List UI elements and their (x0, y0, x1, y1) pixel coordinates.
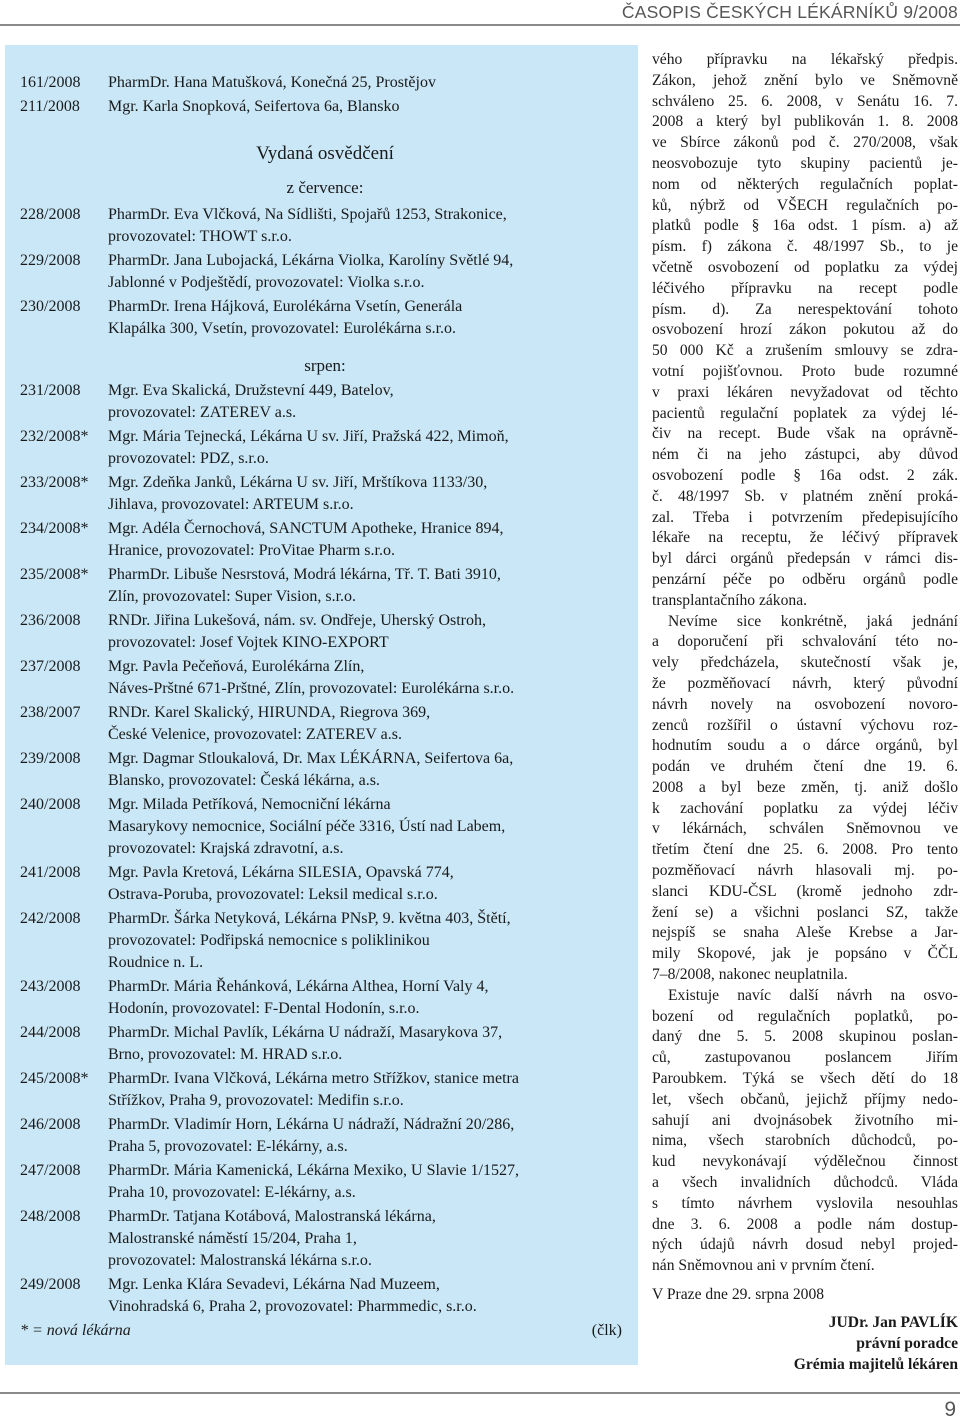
entry-line: Mgr. Dagmar Stloukalová, Dr. Max LÉKÁRNA, Seifertova 6a, (108, 750, 514, 767)
entry-text (108, 976, 630, 1020)
article-line: let, všech občanů, jejichž příjmy nedo- (652, 1090, 958, 1108)
entry-number: 237/2008 (20, 658, 81, 675)
article-text (652, 50, 958, 1277)
list-item (20, 794, 630, 860)
top-entries (20, 72, 630, 118)
article-line: ců, zastupovanou poslancem Jiřím (652, 1049, 958, 1067)
entry-line: Mgr. Lenka Klára Sevadevi, Lékárna Nad Muzeem, (108, 1276, 440, 1293)
entry-line: PharmDr. Mária Kamenická, Lékárna Mexiko, U Slavie 1/1527, (108, 1162, 519, 1179)
entry-line: PharmDr. Ivana Vlčková, Lékárna metro Střížkov, stanice metra (108, 1070, 519, 1087)
entry-line: Mgr. Milada Petříková, Nemocniční lékárna (108, 796, 391, 813)
entry-line: Mgr. Pavla Kretová, Lékárna SILESIA, Opavská 774, (108, 864, 454, 881)
article-line: Nevíme sice konkrétně, jaká jednání (668, 612, 958, 630)
list-item (20, 1274, 630, 1318)
article-line: zal. Třeba i potvrzením předepisujícího (652, 508, 958, 526)
article-line: Existuje navíc další návrh na osvo- (668, 986, 958, 1004)
august-entries (20, 380, 630, 1318)
list-item (20, 472, 630, 516)
article-line: písm. d). Za nerespektování tohoto (652, 300, 958, 318)
entry-number: 241/2008 (20, 864, 81, 881)
entry-line: provozovatel: Krajská zdravotní, a.s. (108, 840, 344, 857)
entry-line: Mgr. Eva Skalická, Družstevní 449, Batelov, (108, 382, 394, 399)
entry-text (108, 1068, 630, 1112)
article-line: mily Skopové, jak je popsáno v ČČL (652, 945, 958, 963)
article-line: ném či na jeho zástupci, aby důvod (652, 446, 958, 464)
entry-line: Roudnice n. L. (108, 954, 204, 971)
signature-org: Grémia majitelů lékáren (793, 1355, 958, 1373)
signature-name: JUDr. Jan PAVLÍK (828, 1313, 958, 1331)
entry-line: PharmDr. Jana Lubojacká, Lékárna Violka, Karolíny Světlé 94, (108, 252, 514, 269)
entry-line: České Velenice, provozovatel: ZATEREV a.s. (108, 726, 402, 743)
entry-number: 211/2008 (20, 98, 80, 115)
entry-text (108, 610, 630, 654)
entry-line: Praha 10, provozovatel: E-lékárny, a.s. (108, 1184, 356, 1201)
entry-line: Mgr. Mária Tejnecká, Lékárna U sv. Jiří, Pražská 422, Mimoň, (108, 428, 509, 445)
entry-number: 236/2008 (20, 612, 81, 629)
article-line: osvobození hrozí zákon pokutou až do (652, 321, 958, 339)
footer-rule (0, 1392, 960, 1394)
list-item (20, 1068, 630, 1112)
list-item (20, 908, 630, 974)
article-line: Zákon, jehož znění bylo ve Sněmovně (652, 71, 958, 89)
entry-line: Mgr. Karla Snopková, Seifertova 6a, Blansko (108, 98, 400, 115)
entry-line: Masarykovy nemocnice, Sociální péče 3316, Ústí nad Labem, (108, 818, 506, 835)
article-line: schváleno 25. 6. 2008, v Senátu 16. 7. (652, 92, 958, 110)
article-line: nima, všech starobních důchodců, po- (652, 1132, 958, 1150)
article-line: 2008 a který byl publikován 1. 8. 2008 (652, 113, 958, 131)
entry-text (108, 96, 630, 118)
article-line: bození od regulačních poplatků, po- (652, 1007, 958, 1025)
article-line: vého přípravku na lékařský předpis. (652, 51, 958, 68)
entry-text (108, 1022, 630, 1066)
article-line: a všech invalidních důchodců. Vláda (652, 1174, 958, 1192)
entry-line: PharmDr. Libuše Nesrstová, Modrá lékárna, Tř. T. Bati 3910, (108, 566, 501, 583)
article-line: nán Sněmovnou ani v prvním čtení. (652, 1257, 875, 1275)
article-line: podán ve druhém čtení dne 19. 6. (652, 758, 958, 776)
entry-line: Hranice, provozovatel: ProVitae Pharm s.r.o. (108, 542, 395, 559)
entry-line: PharmDr. Eva Vlčková, Na Sídlišti, Spojařů 1253, Strakonice, (108, 206, 507, 223)
list-item (20, 296, 630, 340)
signature-role: právní poradce (856, 1334, 958, 1352)
entry-text (108, 380, 630, 424)
article-line: nom od některých regulačních poplat- (652, 175, 958, 193)
entry-line: PharmDr. Michal Pavlík, Lékárna U nádraží, Masarykova 37, (108, 1024, 503, 1041)
list-item (20, 656, 630, 700)
entry-line: Brno, provozovatel: M. HRAD s.r.o. (108, 1046, 343, 1063)
article-line: ků, nýbrž od VŠECH regulačních po- (652, 196, 958, 214)
article-line: k zachování poplatku za výdej léčiv (652, 799, 958, 817)
list-item (20, 610, 630, 654)
article-line: pozměňovací návrh hlasovali mj. po- (652, 862, 958, 880)
entry-text (108, 1114, 630, 1158)
entry-number: 228/2008 (20, 206, 81, 223)
entry-text (108, 1274, 630, 1318)
list-item (20, 1114, 630, 1158)
page-number: 9 (944, 1398, 956, 1421)
entry-text (108, 564, 630, 608)
list-item (20, 702, 630, 746)
article-line: slanci KDU-ČSL (kromě jednoho zdr- (652, 882, 958, 900)
entry-line: PharmDr. Irena Hájková, Eurolékárna Vsetín, Generála (108, 298, 463, 315)
article-line: zenců rozšířil o ústavní výchovu roz- (652, 716, 958, 734)
entry-line: provozovatel: THOWT s.r.o. (108, 228, 292, 245)
entry-number: 230/2008 (20, 298, 81, 315)
article-line: léčivého přípravku na recept podle (652, 279, 958, 297)
entry-text (108, 1206, 630, 1272)
article-line: transplantačního zákona. (652, 591, 808, 609)
entry-line: Klapálka 300, Vsetín, provozovatel: Eurolékárna s.r.o. (108, 320, 457, 337)
entry-text (108, 518, 630, 562)
entry-line: Mgr. Adéla Černochová, SANCTUM Apotheke, Hranice 894, (108, 520, 504, 537)
list-item (20, 426, 630, 470)
article-line: hodnutím soudu a o dárce orgánů, byl (652, 737, 958, 755)
article-line: lékaře na receptu, že léčivý přípravek (652, 529, 958, 547)
entry-line: Mgr. Zdeňka Janků, Lékárna U sv. Jiří, Mrštíkova 1133/30, (108, 474, 488, 491)
list-item (20, 518, 630, 562)
entry-line: Vinohradská 6, Praha 2, provozovatel: Pharmmedic, s.r.o. (108, 1298, 477, 1315)
article-line: osvobození podle § 16a odst. 2 zák. (652, 466, 958, 484)
list-item (20, 204, 630, 248)
entry-number: 244/2008 (20, 1024, 81, 1041)
article-line: s tímto návrhem vyslovila nesouhlas (652, 1194, 958, 1212)
article-line: 50 000 Kč a zrušením smlouvy se zdra- (652, 342, 958, 360)
list-item (20, 976, 630, 1020)
entry-number: 239/2008 (20, 750, 81, 767)
entry-text (108, 250, 630, 294)
article-line: č. 48/1997 Sb. v platném znění proká- (652, 487, 958, 505)
list-item (20, 748, 630, 792)
article-line: žení se) a všichni poslanci SZ, takže (652, 903, 958, 921)
entry-line: RNDr. Karel Skalický, HIRUNDA, Riegrova 369, (108, 704, 431, 721)
list-item (20, 72, 630, 94)
article-line: 2008 a byl beze změn, tj. aniž došlo (652, 778, 958, 796)
article-line: daný dne 5. 5. 2008 skupinou poslan- (652, 1028, 958, 1046)
entry-number: 161/2008 (20, 74, 81, 91)
entry-number: 232/2008* (20, 428, 89, 445)
article-line: neosvobozuje tyto skupiny pacientů je- (652, 154, 958, 172)
article-line: ných údajů návrh dosud nebyl projed- (652, 1236, 958, 1254)
list-item (20, 1206, 630, 1272)
july-entries (20, 204, 630, 340)
entry-line: Blansko, provozovatel: Česká lékárna, a.s. (108, 772, 380, 789)
article-line: v lékárnách, schválen Sněmovnou ve (652, 820, 958, 838)
article-line: Paroubkem. Týká se všech dětí do 18 (652, 1070, 958, 1088)
certificates-list (20, 72, 630, 1342)
article-line: votní pojišťovnou. Proto bude rozumné (652, 362, 958, 380)
article-line: že pozměňovací návrh, který původní (652, 674, 958, 692)
entry-text (108, 748, 630, 792)
journal-header: ČASOPIS ČESKÝCH LÉKÁRNÍKŮ 9/2008 (621, 2, 958, 22)
article-line: a doporučení při schvalování této no- (652, 633, 958, 651)
article-line: kud nevykonávají výdělečnou činnost (652, 1153, 958, 1171)
entry-text (108, 426, 630, 470)
article-line: v praxi lékáren nevyžadovat od těchto (652, 383, 958, 401)
entry-text (108, 204, 630, 248)
entry-number: 242/2008 (20, 910, 81, 927)
entry-line: provozovatel: Podřipská nemocnice s poliklinikou (108, 932, 430, 949)
entry-line: Náves-Prštné 671-Prštné, Zlín, provozovatel: Eurolékárna s.r.o. (108, 680, 515, 697)
article-line: pacientů regulační poplatek za výdej lé- (652, 404, 958, 422)
entry-text (108, 472, 630, 516)
entry-number: 229/2008 (20, 252, 81, 269)
list-item (20, 1160, 630, 1204)
article-line: byl dárci orgánů předepsán v rámci dis- (652, 550, 958, 568)
section-title: Vydaná osvědčení (256, 143, 394, 164)
entry-number: 243/2008 (20, 978, 81, 995)
list-item (20, 862, 630, 906)
footnote: * = nová lékárna (20, 1322, 131, 1339)
header-rule (0, 24, 960, 26)
entry-line: PharmDr. Hana Matušková, Konečná 25, Prostějov (108, 74, 436, 91)
entry-number: 249/2008 (20, 1276, 81, 1293)
entry-line: provozovatel: Josef Vojtek KINO-EXPORT (108, 634, 389, 651)
august-label: srpen: (304, 356, 346, 375)
article-line: dne 3. 6. 2008 a podle nám dostup- (652, 1215, 958, 1233)
entry-line: Zlín, provozovatel: Super Vision, s.r.o. (108, 588, 357, 605)
entry-text (108, 656, 630, 700)
july-label: z července: (286, 178, 364, 197)
entry-line: Jihlava, provozovatel: ARTEUM s.r.o. (108, 496, 354, 513)
list-item (20, 1022, 630, 1066)
entry-line: Praha 5, provozovatel: E-lékárny, a.s. (108, 1138, 348, 1155)
entry-line: PharmDr. Mária Řehánková, Lékárna Althea, Horní Valy 4, (108, 978, 489, 995)
entry-line: Malostranské náměstí 15/204, Praha 1, (108, 1230, 357, 1247)
article-line: 7–8/2008, nakonec neuplatnila. (652, 966, 848, 984)
entry-number: 231/2008 (20, 382, 81, 399)
date-line: V Praze dne 29. srpna 2008 (652, 1286, 825, 1304)
entry-text (108, 794, 630, 860)
article-line: vely předcházela, skutečností však je, (652, 654, 958, 672)
entry-line: PharmDr. Vladimír Horn, Lékárna U nádraží, Nádražní 20/286, (108, 1116, 515, 1133)
entry-text (108, 908, 630, 974)
entry-line: Mgr. Pavla Pečeňová, Eurolékárna Zlín, (108, 658, 365, 675)
entry-text (108, 296, 630, 340)
entry-line: Ostrava-Poruba, provozovatel: Leksil medical s.r.o. (108, 886, 438, 903)
entry-number: 238/2007 (20, 704, 81, 721)
entry-line: provozovatel: Malostranská lékárna s.r.o. (108, 1252, 372, 1269)
entry-line: PharmDr. Šárka Netyková, Lékárna PNsP, 9. května 403, Štětí, (108, 910, 511, 927)
article-line: písm. f) zákona č. 48/1997 Sb., to je (652, 238, 958, 256)
entry-text (108, 1160, 630, 1204)
article-line: ve Sbírce zákonů pod č. 270/2008, však (652, 134, 958, 152)
entry-line: RNDr. Jiřina Lukešová, nám. sv. Ondřeje, Uherský Ostroh, (108, 612, 487, 629)
box-footer (20, 1320, 630, 1342)
entry-number: 245/2008* (20, 1070, 89, 1087)
entry-number: 233/2008* (20, 474, 89, 491)
list-item (20, 250, 630, 294)
entry-line: Jablonné v Podještědí, provozovatel: Violka s.r.o. (108, 274, 425, 291)
article-line: sahují ani dvojnásobek životního mi- (652, 1111, 958, 1129)
entry-number: 246/2008 (20, 1116, 81, 1133)
entry-text (108, 702, 630, 746)
article-column (652, 50, 958, 1375)
entry-number: 248/2008 (20, 1208, 81, 1225)
entry-number: 235/2008* (20, 566, 89, 583)
article-line: návrh novely na osvobození novoro- (652, 695, 958, 713)
entry-number: 247/2008 (20, 1162, 81, 1179)
list-item (20, 96, 630, 118)
entry-text (108, 862, 630, 906)
list-item (20, 380, 630, 424)
article-line: platků podle § 16a odst. 1 písm. a) až (652, 217, 958, 235)
article-line: třetím čtení dne 25. 6. 2008. Pro tento (652, 841, 958, 859)
entry-number: 240/2008 (20, 796, 81, 813)
entry-text (108, 72, 630, 94)
author-tag: (člk) (591, 1322, 622, 1339)
entry-line: Hodonín, provozovatel: F-Dental Hodonín, s.r.o. (108, 1000, 420, 1017)
article-line: čiv na recept. Bude však na oprávně- (652, 425, 958, 443)
article-line: penzární péče po odběru orgánů podle (652, 570, 958, 588)
entry-line: provozovatel: PDZ, s.r.o. (108, 450, 269, 467)
article-line: včetně osvobození od poplatku za výdej (652, 258, 958, 276)
entry-line: Střížkov, Praha 9, provozovatel: Medifin s.r.o. (108, 1092, 404, 1109)
entry-line: provozovatel: ZATEREV a.s. (108, 404, 297, 421)
entry-number: 234/2008* (20, 520, 89, 537)
entry-line: PharmDr. Tatjana Kotábová, Malostranská lékárna, (108, 1208, 436, 1225)
list-item (20, 564, 630, 608)
article-line: nejspíš se snaha Aleše Krebse a Jar- (652, 924, 958, 942)
